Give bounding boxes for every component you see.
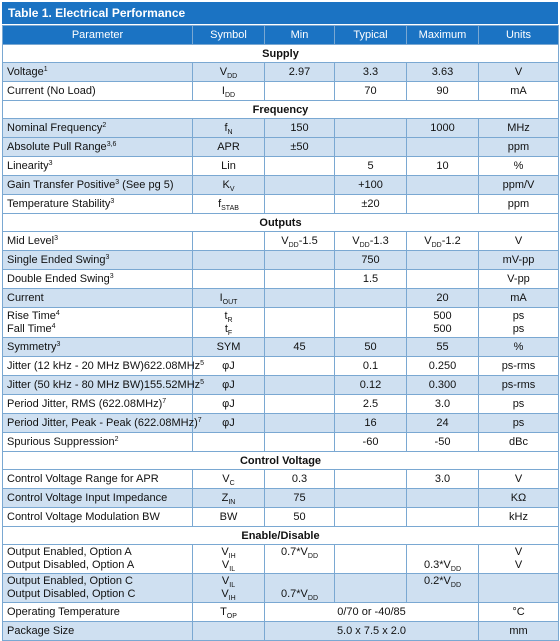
max-cell: $0.3*V_{DD}$	[407, 545, 479, 574]
min-cell	[265, 157, 335, 176]
typ-cell: 3.3	[335, 63, 407, 82]
symbol-cell: $Z_{IN}$	[193, 489, 265, 508]
max-cell: 20	[407, 289, 479, 308]
min-cell: 150	[265, 119, 335, 138]
unit-cell: dBc	[479, 433, 559, 452]
param-cell: Output Enabled, Option A Output Disabled, Option A	[3, 545, 193, 574]
header-min: Min	[265, 26, 335, 45]
min-cell: $0.7*V_{DD}$	[265, 574, 335, 603]
min-cell	[265, 195, 335, 214]
max-cell: 1000	[407, 119, 479, 138]
max-cell: -50	[407, 433, 479, 452]
param-cell: Nominal Frequency$^2$	[3, 119, 193, 138]
max-cell: $V_{DD}-1.2$	[407, 232, 479, 251]
table-row	[3, 395, 559, 414]
unit-cell: V	[479, 63, 559, 82]
min-cell	[265, 289, 335, 308]
table-row	[3, 119, 559, 138]
symbol-cell: BW	[193, 508, 265, 527]
symbol-cell: $f_{STAB}$	[193, 195, 265, 214]
table-row	[3, 289, 559, 308]
param-cell: Operating Temperature	[3, 603, 193, 622]
unit-cell	[479, 574, 559, 603]
param-cell: Control Voltage Modulation BW	[3, 508, 193, 527]
param-cell: Period Jitter, RMS $(622.08MHz)^7$	[3, 395, 193, 414]
param-cell: Temperature Stability$^3$	[3, 195, 193, 214]
header-parameter: Parameter	[3, 26, 193, 45]
param-cell: Current	[3, 289, 193, 308]
table-title: Table 1. Electrical Performance	[2, 2, 558, 24]
max-cell	[407, 176, 479, 195]
symbol-cell	[193, 251, 265, 270]
min-cell	[265, 357, 335, 376]
range-cell: 0/70 or -40/85	[265, 603, 479, 622]
symbol-cell	[193, 433, 265, 452]
max-cell	[407, 251, 479, 270]
symbol-cell	[193, 270, 265, 289]
range-cell: 5.0 x 7.5 x 2.0	[265, 622, 479, 641]
symbol-cell: $t_R$ $t_F$	[193, 308, 265, 338]
max-cell	[407, 270, 479, 289]
param-cell: Jitter (12 kHz - 20 MHz BW)622.08MHz$^5$	[3, 357, 193, 376]
table-row	[3, 176, 559, 195]
typ-cell	[335, 119, 407, 138]
min-cell	[265, 251, 335, 270]
header-units: Units	[479, 26, 559, 45]
header-maximum: Maximum	[407, 26, 479, 45]
min-cell	[265, 376, 335, 395]
typ-cell: 70	[335, 82, 407, 101]
table-row	[3, 414, 559, 433]
header-row	[3, 26, 559, 45]
min-cell: 0.3	[265, 470, 335, 489]
max-cell: 55	[407, 338, 479, 357]
section-supply: Supply	[3, 45, 559, 63]
unit-cell: ppm	[479, 138, 559, 157]
symbol-cell: SYM	[193, 338, 265, 357]
param-cell: Jitter (50 kHz - 80 MHz BW)155.52MHz$^5$	[3, 376, 193, 395]
typ-cell: ±20	[335, 195, 407, 214]
max-cell	[407, 195, 479, 214]
table-row	[3, 82, 559, 101]
param-cell: Current (No Load)	[3, 82, 193, 101]
unit-cell: mA	[479, 82, 559, 101]
param-cell: Linearity$^3$	[3, 157, 193, 176]
table-row	[3, 603, 559, 622]
table-row	[3, 357, 559, 376]
table-row	[3, 195, 559, 214]
table-row	[3, 508, 559, 527]
max-cell: 3.63	[407, 63, 479, 82]
symbol-cell: Lin	[193, 157, 265, 176]
min-cell	[265, 270, 335, 289]
typ-cell	[335, 308, 407, 338]
param-cell: Period Jitter, Peak - Peak $(622.08MHz)^7$	[3, 414, 193, 433]
typ-cell: $V_{DD}-1.3$	[335, 232, 407, 251]
typ-cell: 0.12	[335, 376, 407, 395]
unit-cell: %	[479, 157, 559, 176]
table-row	[3, 545, 559, 574]
min-cell: ±50	[265, 138, 335, 157]
table-row	[3, 232, 559, 251]
symbol-cell: $I_{OUT}$	[193, 289, 265, 308]
max-cell: 500 500	[407, 308, 479, 338]
typ-cell	[335, 508, 407, 527]
typ-cell	[335, 489, 407, 508]
max-cell: 24	[407, 414, 479, 433]
symbol-cell: $V_{IH}$ $V_{IL}$	[193, 545, 265, 574]
typ-cell: 50	[335, 338, 407, 357]
symbol-cell: φJ	[193, 414, 265, 433]
param-cell: Package Size	[3, 622, 193, 641]
symbol-cell: φJ	[193, 376, 265, 395]
header-symbol: Symbol	[193, 26, 265, 45]
symbol-cell: φJ	[193, 357, 265, 376]
symbol-cell: $V_{DD}$	[193, 63, 265, 82]
max-cell	[407, 138, 479, 157]
symbol-cell: φJ	[193, 395, 265, 414]
param-cell: Absolute Pull Range$^{3,6}$	[3, 138, 193, 157]
unit-cell: KΩ	[479, 489, 559, 508]
symbol-cell	[193, 622, 265, 641]
symbol-cell: $V_C$	[193, 470, 265, 489]
table-row	[3, 338, 559, 357]
symbol-cell: $I_{DD}$	[193, 82, 265, 101]
unit-cell: V	[479, 470, 559, 489]
min-cell: 75	[265, 489, 335, 508]
unit-cell: °C	[479, 603, 559, 622]
section-enable-disable: Enable/Disable	[3, 527, 559, 545]
typ-cell: 1.5	[335, 270, 407, 289]
section-outputs: Outputs	[3, 214, 559, 232]
electrical-performance-table	[2, 25, 559, 641]
symbol-cell: $f_N$	[193, 119, 265, 138]
typ-cell: -60	[335, 433, 407, 452]
min-cell: $0.7*V_{DD}$	[265, 545, 335, 574]
max-cell: 3.0	[407, 470, 479, 489]
typ-cell	[335, 470, 407, 489]
unit-cell: ps ps	[479, 308, 559, 338]
param-cell: Spurious Suppression$^2$	[3, 433, 193, 452]
unit-cell: ps	[479, 395, 559, 414]
unit-cell: V V	[479, 545, 559, 574]
min-cell	[265, 414, 335, 433]
max-cell: 0.300	[407, 376, 479, 395]
min-cell	[265, 176, 335, 195]
table-row	[3, 63, 559, 82]
unit-cell: ps	[479, 414, 559, 433]
symbol-cell: $T_{OP}$	[193, 603, 265, 622]
typ-cell: 2.5	[335, 395, 407, 414]
unit-cell: ppm/V	[479, 176, 559, 195]
typ-cell: 16	[335, 414, 407, 433]
param-cell: Gain Transfer Positive$^3$ (See pg 5)	[3, 176, 193, 195]
unit-cell: mm	[479, 622, 559, 641]
param-cell: Control Voltage Input Impedance	[3, 489, 193, 508]
min-cell: 2.97	[265, 63, 335, 82]
header-typical: Typical	[335, 26, 407, 45]
param-cell: Output Enabled, Option C Output Disabled, Option C	[3, 574, 193, 603]
param-cell: Control Voltage Range for APR	[3, 470, 193, 489]
max-cell: 0.250	[407, 357, 479, 376]
min-cell	[265, 395, 335, 414]
param-cell: Voltage$^1$	[3, 63, 193, 82]
unit-cell: ps-rms	[479, 376, 559, 395]
typ-cell: 0.1	[335, 357, 407, 376]
table-row	[3, 376, 559, 395]
symbol-cell: $K_V$	[193, 176, 265, 195]
min-cell	[265, 433, 335, 452]
param-cell: Symmetry$^3$	[3, 338, 193, 357]
typ-cell	[335, 574, 407, 603]
max-cell: 90	[407, 82, 479, 101]
unit-cell: %	[479, 338, 559, 357]
table-row	[3, 433, 559, 452]
table-row	[3, 470, 559, 489]
param-cell: Double Ended Swing$^3$	[3, 270, 193, 289]
max-cell	[407, 508, 479, 527]
min-cell	[265, 82, 335, 101]
table-row	[3, 308, 559, 338]
unit-cell: V	[479, 232, 559, 251]
max-cell: 10	[407, 157, 479, 176]
unit-cell: MHz	[479, 119, 559, 138]
typ-cell: 5	[335, 157, 407, 176]
min-cell: 45	[265, 338, 335, 357]
unit-cell: V-pp	[479, 270, 559, 289]
param-cell: Mid Level$^3$	[3, 232, 193, 251]
table-row	[3, 270, 559, 289]
table-row	[3, 622, 559, 641]
table-row	[3, 489, 559, 508]
typ-cell: +100	[335, 176, 407, 195]
symbol-cell: APR	[193, 138, 265, 157]
unit-cell: mV-pp	[479, 251, 559, 270]
typ-cell	[335, 545, 407, 574]
table-row	[3, 138, 559, 157]
section-control-voltage: Control Voltage	[3, 452, 559, 470]
param-cell: Rise Time$^4$ Fall Time$^4$	[3, 308, 193, 338]
table-row	[3, 157, 559, 176]
unit-cell: ppm	[479, 195, 559, 214]
max-cell: $0.2*V_{DD}$	[407, 574, 479, 603]
min-cell: 50	[265, 508, 335, 527]
min-cell	[265, 308, 335, 338]
typ-cell: 750	[335, 251, 407, 270]
param-cell: Single Ended Swing$^3$	[3, 251, 193, 270]
typ-cell	[335, 138, 407, 157]
min-cell: $V_{DD}-1.5$	[265, 232, 335, 251]
symbol-cell	[193, 232, 265, 251]
max-cell: 3.0	[407, 395, 479, 414]
typ-cell	[335, 289, 407, 308]
symbol-cell: $V_{IL}$ $V_{IH}$	[193, 574, 265, 603]
unit-cell: ps-rms	[479, 357, 559, 376]
table-row	[3, 574, 559, 603]
table-row	[3, 251, 559, 270]
unit-cell: kHz	[479, 508, 559, 527]
unit-cell: mA	[479, 289, 559, 308]
section-frequency: Frequency	[3, 101, 559, 119]
max-cell	[407, 489, 479, 508]
